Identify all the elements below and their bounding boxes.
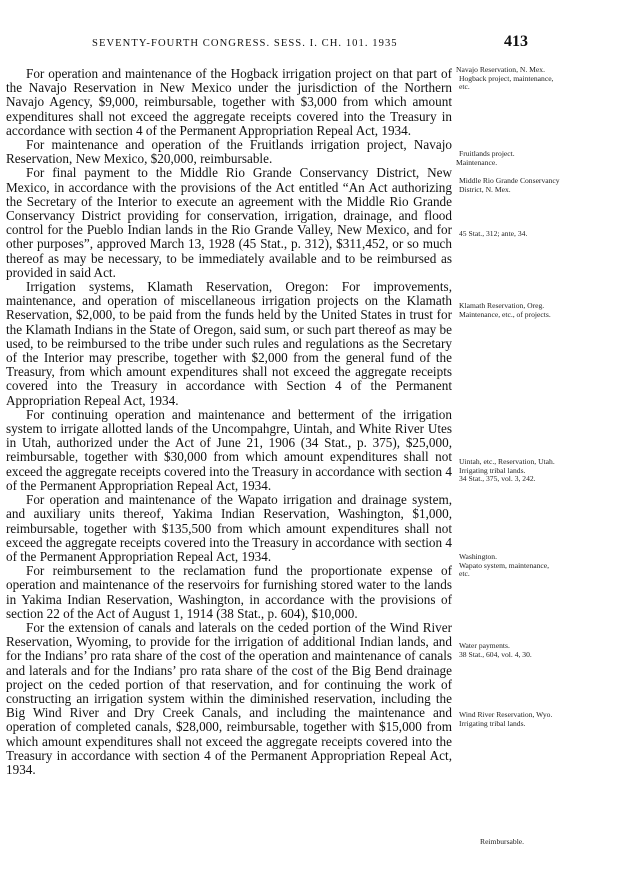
margin-note-line: Wapato system, maintenance, etc. xyxy=(459,560,550,579)
margin-note-klamath xyxy=(456,302,560,319)
page-number: 413 xyxy=(504,33,528,50)
margin-note-line: 45 Stat., 312; ante, 34. xyxy=(459,229,528,238)
margin-note-uintah xyxy=(456,458,560,484)
margin-note-line: Middle Rio Grande Conservancy District, N. Mex. xyxy=(459,176,560,194)
margin-note-wind-river xyxy=(456,711,560,728)
paragraph-wapato: For operation and maintenance of the Wapato irrigation and drainage system, and auxiliary units thereof, Yakima Indian Reservation, Washington, $1,000, reimbursable, together with $135,500 from which amount expenditures shall not exceed the aggregate receipts covered into the Treasury in accordance with section 4 of the Permanent Appropriation Repeal Act, 1934. xyxy=(6,492,452,564)
margin-note-navajo xyxy=(456,66,560,92)
running-header xyxy=(0,33,620,55)
margin-note-rio-grande xyxy=(456,177,560,194)
running-head: SEVENTY-FOURTH CONGRESS. SESS. I. CH. 101. 1935 xyxy=(92,38,398,49)
margin-note-line: Wind River Reservation, Wyo. xyxy=(459,710,553,719)
margin-note-line: Water payments. xyxy=(459,641,510,650)
margin-note-line: Irrigating tribal lands. xyxy=(459,465,526,475)
paragraph-hogback: For operation and maintenance of the Hogback irrigation project on that part of the Navajo Reservation in New Mexico under the jurisdiction of the Northern Navajo Agency, $9,000, reimbursable, together with $3,000 from which amount expenditures shall not exceed the aggregate receipts covered into the Treasury in accordance with section 4 of the Permanent Appropriation Repeal Act, 1934. xyxy=(6,66,452,138)
paragraph-wind-river: For the extension of canals and laterals on the ceded portion of the Wind River Reservation, Wyoming, to provide for the irrigation of additional Indian lands, and for the Indians’ pro rata share of the cost of the operation and maintenance of canals and laterals and for the Indians’ pro rata share of the cost of the Big Bend drainage project on the ceded portion of that reservation, and for continuing the work of constructing an irrigation system within the diminished reservation, including the Big Wind River and Dry Creek Canals, and including the maintenance and operation of completed canals, $28,000, reimbursable, together with $15,000 from which amount expenditures shall not exceed the aggregate receipts covered into the Treasury in accordance with section 4 of the Permanent Appropriation Repeal Act, 1934. xyxy=(6,619,452,777)
margin-note-line: Irrigating tribal lands. xyxy=(459,718,526,728)
margin-note-line: Fruitlands project. xyxy=(459,149,515,158)
paragraph-uintah: For continuing operation and maintenance and betterment of the irrigation system to irrigate allotted lands of the Uncompahgre, Uintah, and White River Utes in Utah, authorized under the Act of June 21, 1906 (34 Stat., p. 375), $25,000, reimbursable, together with $30,000 from which amount expenditures shall not exceed the aggregate receipts covered into the Treasury in accordance with section 4 of the Permanent Appropriation Repeal Act, 1934. xyxy=(6,406,452,493)
paragraph-rio-grande: For final payment to the Middle Rio Grande Conservancy District, New Mexico, in accordance with the provisions of the Act entitled “An Act authorizing the Secretary of the Interior to execute an agreement with the Middle Rio Grande Conservancy District providing for conservation, irrigation, drainage, and flood control for the Pueblo Indian lands in the Rio Grande Valley, New Mexico, and for other purposes”, approved March 13, 1928 (45 Stat., p. 312), $311,452, or so much thereof as may be necessary, to be immediately available and to be reimbursed as provided in said Act. xyxy=(6,165,452,280)
margin-note-line: Reimbursable. xyxy=(480,837,525,846)
margin-note-reimbursable xyxy=(480,838,584,847)
paragraph-fruitlands: For maintenance and operation of the Fruitlands irrigation project, Navajo Reservation, New Mexico, $20,000, reimbursable. xyxy=(6,137,452,167)
paragraph-water-payments: For reimbursement to the reclamation fund the proportionate expense of operation and maintenance of the reservoirs for furnishing stored water to the lands in Yakima Indian Reservation, Washington, in accordance with the provisions of section 22 of the Act of August 1, 1914 (38 Stat., p. 604), $10,000. xyxy=(6,563,452,621)
margin-note-line: Klamath Reservation, Oreg. xyxy=(459,301,545,310)
paragraph-klamath: Irrigation systems, Klamath Reservation, Oregon: For improvements, maintenance, and operation of miscellaneous irrigation projects on the Klamath Reservation, $2,000, to be paid from the funds held by the United States in trust for the Klamath Indians in the State of Oregon, said sum, or such part thereof as may be used, to be reimbursed to the tribe under such rules and regulations as the Secretary of the Interior may prescribe, together with $2,000 from the general fund of the Treasury, from which amount expenditures shall not exceed the aggregate receipts covered into the Treasury in accordance with Section 4 of the Permanent Appropriation Repeal Act, 1934. xyxy=(6,279,452,408)
margin-note-line: 34 Stat., 375, vol. 3, 242. xyxy=(459,474,536,484)
margin-note-line: Maintenance. xyxy=(456,157,498,167)
margin-note-line: Uintah, etc., Reservation, Utah. xyxy=(459,457,555,466)
margin-note-line: Maintenance, etc., of projects. xyxy=(459,309,551,319)
margin-note-line: Navajo Reservation, N. Mex. xyxy=(456,65,545,74)
margin-note-rio-grande-citation xyxy=(456,230,560,239)
margin-note-line: 38 Stat., 604, vol. 4, 30. xyxy=(459,649,532,659)
margin-note-line: Washington. xyxy=(459,552,497,561)
margin-note-fruitlands xyxy=(456,150,560,167)
margin-note-water-payments xyxy=(456,642,560,659)
margin-note-line: Hogback project, maintenance, etc. xyxy=(459,73,554,92)
margin-note-wapato xyxy=(456,553,560,579)
body-text xyxy=(6,67,452,777)
